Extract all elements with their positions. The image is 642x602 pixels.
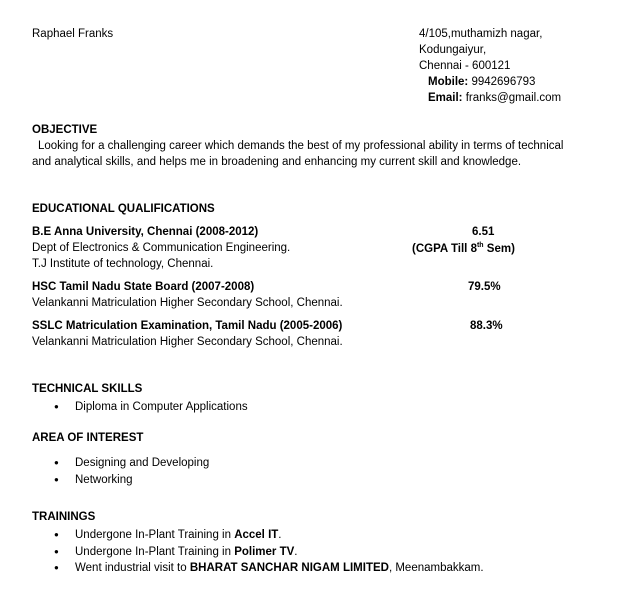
education-heading: EDUCATIONAL QUALIFICATIONS xyxy=(32,203,215,215)
address-line-3: Chennai - 600121 xyxy=(419,60,511,72)
hsc-score: 79.5% xyxy=(468,281,501,293)
sslc-title: SSLC Matriculation Examination, Tamil Nadu (2005-2006) xyxy=(32,320,343,332)
list-item: ● Diploma in Computer Applications xyxy=(54,399,248,416)
trainings-heading: TRAININGS xyxy=(32,511,96,523)
list-item xyxy=(54,560,484,577)
applicant-name: Raphael Franks xyxy=(32,28,114,40)
technical-skills-list xyxy=(54,399,248,416)
objective-line-1: Looking for a challenging career which demands the best of my professional ability in terms of technical xyxy=(38,140,564,152)
sslc-school: Velankanni Matriculation Higher Secondary School, Chennai. xyxy=(32,336,343,348)
training-suffix: . xyxy=(278,529,282,541)
technical-skills-heading: TECHNICAL SKILLS xyxy=(32,383,143,395)
training-suffix: , Meenambakkam. xyxy=(388,562,484,574)
trainings-list xyxy=(54,527,484,577)
list-item xyxy=(54,527,484,544)
area-of-interest-list xyxy=(54,455,209,488)
be-score-note-pre: (CGPA Till 8 xyxy=(412,242,477,255)
sslc-score: 88.3% xyxy=(470,320,503,332)
training-org: Accel IT xyxy=(234,529,279,541)
be-score: 6.51 xyxy=(472,226,495,238)
list-item xyxy=(54,544,484,561)
address-line-1: 4/105,muthamizh nagar, xyxy=(419,28,543,40)
training-suffix: . xyxy=(294,545,298,558)
mobile-label: Mobile: xyxy=(428,76,469,88)
hsc-title: HSC Tamil Nadu State Board (2007-2008) xyxy=(32,281,255,293)
be-institute: T.J Institute of technology, Chennai. xyxy=(32,258,214,270)
objective-heading: OBJECTIVE xyxy=(32,124,98,136)
list-item: ● Designing and Developing xyxy=(54,455,209,472)
email-label: Email: xyxy=(428,92,463,104)
training-org: Polimer TV xyxy=(234,545,295,558)
mobile-line xyxy=(428,76,535,88)
training-org: BHARAT SANCHAR NIGAM LIMITED xyxy=(189,562,389,574)
area-of-interest-heading: AREA OF INTEREST xyxy=(32,432,144,444)
objective-line-2: and analytical skills, and helps me in broadening and enhancing my current skill and knowledge. xyxy=(32,156,522,168)
email-address: franks@gmail.com xyxy=(465,92,562,104)
email-line xyxy=(428,92,561,104)
list-item: ● Networking xyxy=(54,472,209,489)
be-title: B.E Anna University, Chennai (2008-2012) xyxy=(32,226,259,238)
mobile-number: 9942696793 xyxy=(471,76,536,88)
training-text: Went industrial visit to xyxy=(75,562,190,574)
training-text: Undergone In-Plant Training in xyxy=(75,529,235,541)
be-score-note-post: Sem) xyxy=(483,242,515,255)
address-line-2: Kodungaiyur, xyxy=(419,44,487,56)
be-dept: Dept of Electronics & Communication Engineering. xyxy=(32,242,291,254)
be-score-note-sup: th xyxy=(476,242,484,249)
be-score-note xyxy=(412,242,515,255)
hsc-school: Velankanni Matriculation Higher Secondary School, Chennai. xyxy=(32,297,343,309)
training-text: Undergone In-Plant Training in xyxy=(75,545,235,558)
